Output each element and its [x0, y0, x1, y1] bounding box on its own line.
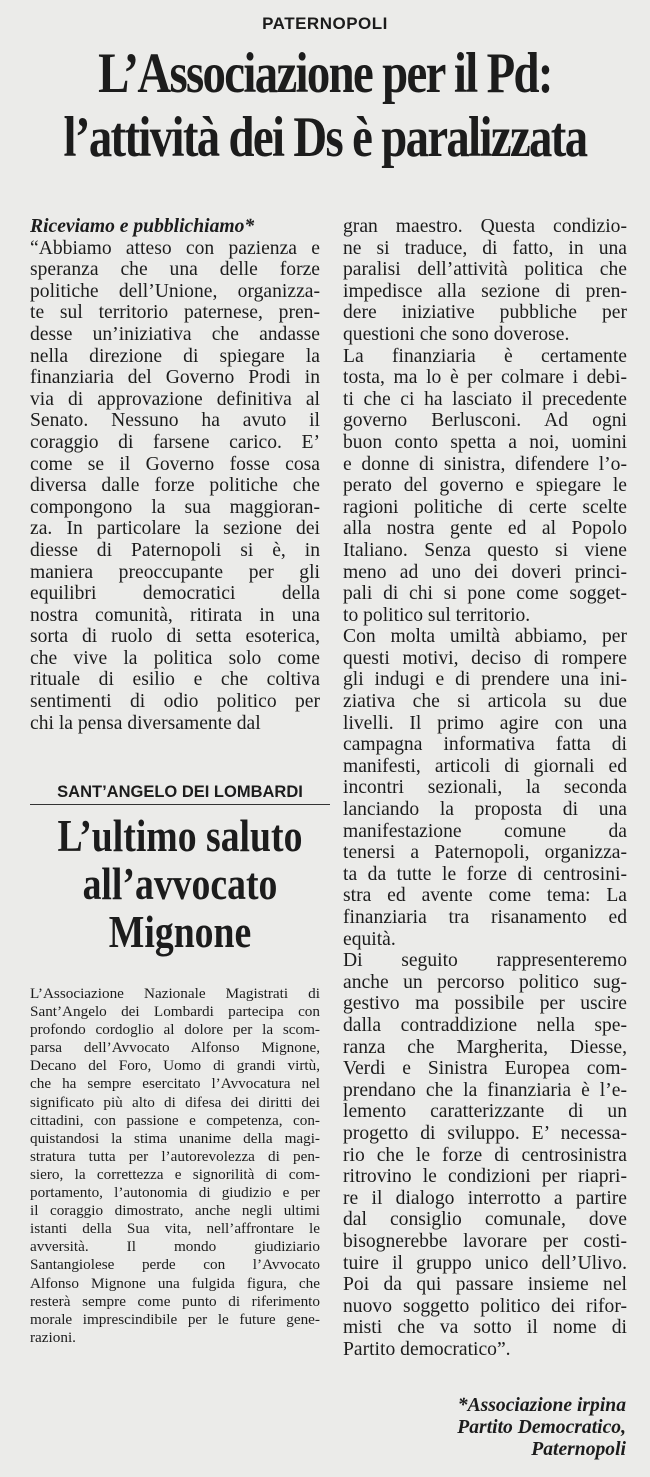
text-line: razioni. [30, 1328, 76, 1346]
text-line: Alfonso Mignone una fulgida figura, che [30, 1274, 320, 1292]
text-line: Con molta umiltà abbiamo, per [343, 626, 627, 648]
text-line: campagna informativa fatta di [343, 734, 627, 756]
text-line: manifestazione comune da [343, 820, 627, 842]
text-line: il coraggio dimostrato, anche negli ultimi [30, 1202, 320, 1220]
text-line: ritrovino le condizioni per riapri- [343, 1166, 627, 1188]
text-line: siero, la correttezza e signorilità di com- [30, 1165, 320, 1183]
headline [59, 42, 592, 170]
text-line: questi motivi, deciso di rompere [343, 647, 627, 669]
signature-line-3: Paternopoli [531, 1439, 626, 1460]
text-line: impedisce alla sezione di pren- [343, 280, 627, 302]
text-line: quistandosi la stima unanime della magi- [30, 1129, 320, 1147]
text-line: equità. [343, 928, 396, 950]
text-line: za. In particolare la sezione dei [30, 518, 320, 540]
text-line: finanziaria del Governo Prodi in [30, 367, 320, 389]
sidebar-headline [57, 812, 303, 956]
text-line: ti che ci ha lasciato il precedente [343, 388, 627, 410]
text-line: anche un percorso politico sug- [343, 971, 627, 993]
text-line: che vive la politica solo come [30, 647, 320, 669]
text-line: maniera preoccupante per gli [30, 561, 320, 583]
text-line: nuovo soggetto politico dei rifor- [343, 1295, 627, 1317]
article-left-column [30, 216, 320, 734]
sidebar-body [30, 985, 320, 1347]
text-line: te sul territorio paternese, pren- [30, 302, 320, 324]
article-signature [457, 1395, 626, 1461]
text-line: tenersi a Paternopoli, organizza- [343, 842, 627, 864]
text-line: La finanziaria è certamente [343, 345, 627, 367]
text-line: Partito democratico”. [343, 1338, 511, 1360]
text-line: ranza che Margherita, Diesse, [343, 1036, 627, 1058]
text-line: nella direzione di spiegare la [30, 345, 320, 367]
text-line: speranza che una delle forze [30, 259, 320, 281]
text-line: istanti della Sua vita, nell’affrontare le [30, 1220, 320, 1238]
text-line: to politico sul territorio. [343, 604, 531, 626]
article-lead: Riceviamo e pubblichiamo* [30, 216, 255, 237]
text-line: buon conto spetta a noi, uomini [343, 431, 627, 453]
text-line: questioni che sono doverose. [343, 323, 570, 345]
text-line: dal consiglio comunale, dove [343, 1209, 627, 1231]
text-line: cittadini, con passione e competenza, con- [30, 1111, 320, 1129]
text-line: Decano del Foro, Uomo di grandi virtù, [30, 1057, 320, 1075]
text-line: ziativa che si articola su due [343, 691, 627, 713]
text-line: diesse di Paternopoli si è, in [30, 539, 320, 561]
text-line: misti che va sotto il nome di [343, 1317, 627, 1339]
text-line: avversità. Il mondo giudiziario [30, 1238, 320, 1256]
text-line: Santangiolese perde con l’Avvocato [30, 1256, 320, 1274]
text-line: lemento caratterizzante di un [343, 1101, 627, 1123]
text-line: ne si traduce, di fatto, in una [343, 237, 627, 259]
text-line: finanziaria tra risanamento ed [343, 907, 627, 928]
text-line: Di seguito rappresenteremo [343, 950, 627, 972]
text-line: equilibri democratici della [30, 583, 320, 605]
kicker: PATERNOPOLI [262, 14, 388, 33]
sidebar-kicker: SANT’ANGELO DEI LOMBARDI [30, 783, 330, 805]
text-line: nostra comunità, ritirata in una [30, 604, 320, 626]
text-line: “Abbiamo atteso con pazienza e [30, 237, 320, 259]
text-line: gestivo ma possibile per uscire [343, 993, 627, 1015]
text-line: coraggio di farsene carico. E’ [30, 431, 320, 453]
text-line: alla nostra gente ed al Popolo [343, 518, 627, 540]
text-line: tuire il gruppo unico dell’Ulivo. [343, 1252, 627, 1274]
text-line: portamento, l’autonomia di giudizio e per [30, 1184, 320, 1202]
text-line: stratura tutta per l’autorevolezza di pen- [30, 1147, 320, 1165]
text-line: chi la pensa diversamente dal [30, 712, 261, 734]
sidebar-headline-line-1: L’ultimo saluto [57, 810, 303, 861]
text-line: come se il Governo fosse cosa [30, 453, 320, 475]
text-line: parsa dell’Avvocato Alfonso Mignone, [30, 1039, 320, 1057]
text-line: resterà sempre come punto di riferimento [30, 1292, 320, 1310]
text-line: L’Associazione Nazionale Magistrati di [30, 985, 320, 1002]
text-line: Italiano. Senza questo si viene [343, 539, 627, 561]
article-left-lines [30, 238, 320, 735]
text-line: ta da tutte le forze di centrosini- [343, 863, 627, 885]
text-line: progetto di sviluppo. E’ necessa- [343, 1122, 627, 1144]
text-line: manifesti, articoli di giornali ed [343, 755, 627, 777]
text-line: sentimenti di odio politico per [30, 691, 320, 713]
text-line: desse un’iniziativa che andasse [30, 323, 320, 345]
text-line: governo Berlusconi. Ad ogni [343, 410, 627, 432]
text-line: pali di chi si pone come sogget- [343, 583, 627, 605]
text-line: e donne di sinistra, difendere l’o- [343, 453, 627, 475]
text-line: re il dialogo interrotto a partire [343, 1187, 627, 1209]
sidebar-headline-line-2: all’avvocato [82, 858, 278, 909]
sidebar-headline-line-3: Mignone [108, 906, 252, 957]
headline-line-2: l’attività dei Ds è paralizzata [63, 106, 587, 169]
signature-line-2: Partito Democratico, [457, 1417, 626, 1438]
text-line: perato del governo e spiegare le [343, 475, 627, 497]
text-line: paralisi dell’attività politica che [343, 259, 627, 281]
text-line: stra ed avente come tema: La [343, 885, 627, 907]
text-line: che ha sempre esercitato l’Avvocatura nel [30, 1075, 320, 1093]
headline-line-1: L’Associazione per il Pd: [98, 42, 552, 105]
text-line: compongono la sua maggioran- [30, 496, 320, 518]
text-line: via di approvazione definitiva al [30, 388, 320, 410]
article-right-lines [343, 216, 627, 1360]
text-line: Senato. Nessuno ha avuto il [30, 410, 320, 432]
text-line: dere iniziative pubbliche per [343, 302, 627, 324]
text-line: significato più alto di difesa dei diritti dei [30, 1093, 320, 1111]
text-line: rio che le forze di centrosinistra [343, 1144, 627, 1166]
text-line: incontri sezionali, la seconda [343, 777, 627, 799]
text-line: morale imprescindibile per le future gene- [30, 1310, 320, 1328]
signature-line-1: *Associazione irpina [457, 1395, 626, 1416]
text-line: sorta di ruolo di setta esoterica, [30, 626, 320, 648]
text-line: dalla contraddizione nella spe- [343, 1014, 627, 1036]
text-line: bisognerebbe lavorare per costi- [343, 1230, 627, 1252]
text-line: politiche dell’Unione, organizza- [30, 280, 320, 302]
text-line: prendano che la finanziaria è l’e- [343, 1079, 627, 1101]
text-line: Sant’Angelo dei Lombardi partecipa con [30, 1003, 320, 1021]
text-line: tosta, ma lo è per colmare i debi- [343, 367, 627, 389]
text-line: lanciando la proposta di una [343, 799, 627, 821]
text-line: gli indugi e di prendere una ini- [343, 669, 627, 691]
text-line: Poi da qui passare insieme nel [343, 1274, 627, 1296]
text-line: gran maestro. Questa condizio- [343, 216, 627, 237]
text-line: profondo cordoglio al dolore per la scom- [30, 1021, 320, 1039]
text-line: livelli. Il primo agire con una [343, 712, 627, 734]
text-line: diversa dalle forze politiche che [30, 475, 320, 497]
text-line: Verdi e Sinistra Europea com- [343, 1058, 627, 1080]
article-right-column [343, 216, 627, 1360]
text-line: ragioni politiche di certe scelte [343, 496, 627, 518]
text-line: meno ad uno dei doveri princi- [343, 561, 627, 583]
text-line: rituale di esilio e che coltiva [30, 669, 320, 691]
